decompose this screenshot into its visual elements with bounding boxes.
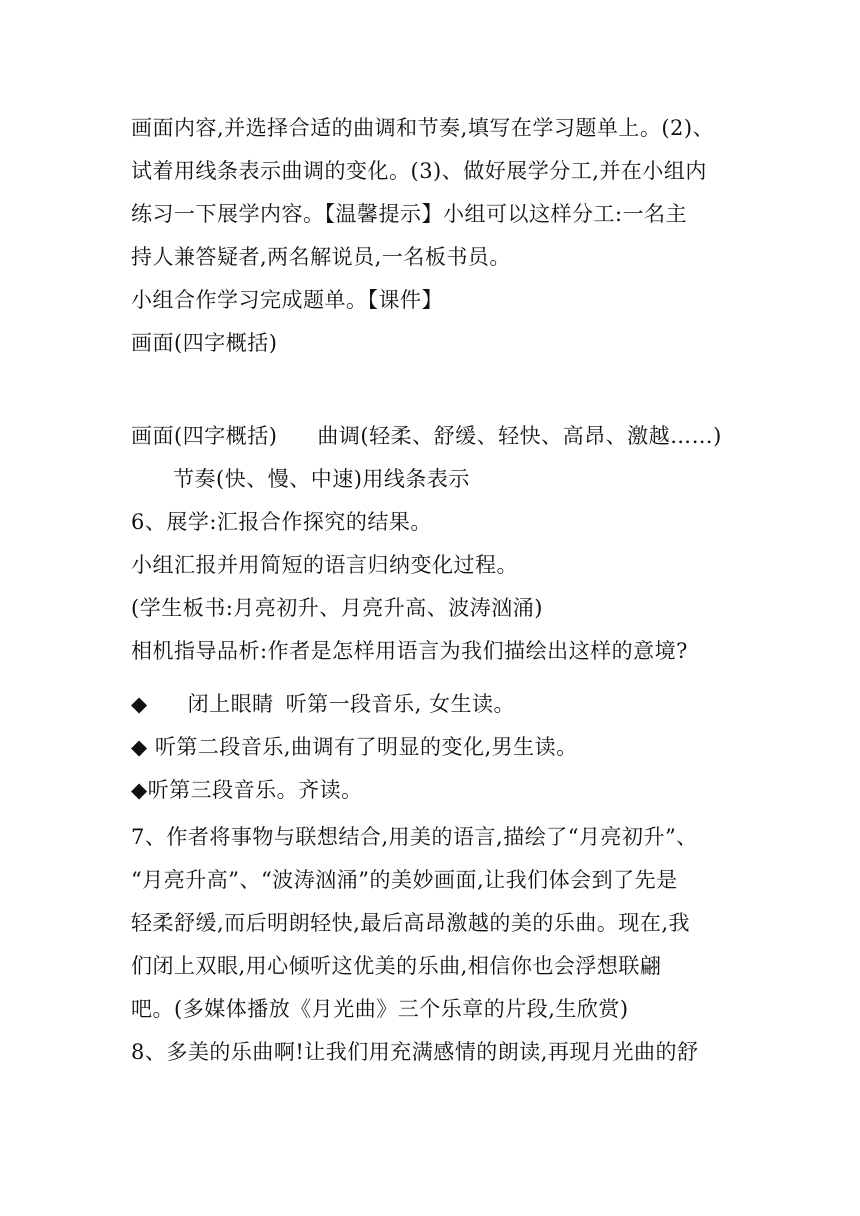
diamond-bullet-icon: ◆ (131, 692, 148, 716)
bullet-text: 听第一段音乐, 女生读。 (285, 692, 516, 716)
column-header-picture: 画面(四字概括) (131, 424, 278, 448)
text-line: 6、展学:汇报合作探究的结果。 (131, 510, 432, 534)
text-line: 画面内容,并选择合适的曲调和节奏,填写在学习题单上。(2)、 (131, 116, 715, 140)
bullet-line: ◆听第三段音乐。齐读。 (131, 778, 363, 802)
bullet-line: ◆ 听第二段音乐,曲调有了明显的变化,男生读。 (131, 735, 578, 759)
text-line: 8、多美的乐曲啊!让我们用充满感情的朗读,再现月光曲的舒 (131, 1040, 699, 1064)
text-line: 练习一下展学内容。【温馨提示】小组可以这样分工:一名主 (131, 202, 688, 226)
text-line: 轻柔舒缓,而后明朗轻快,最后高昂激越的美的乐曲。现在,我 (131, 911, 691, 935)
bullet-line (131, 690, 515, 718)
text-line: (学生板书:月亮初升、月亮升高、波涛汹涌) (131, 596, 543, 620)
text-line: 7、作者将事物与联想结合,用美的语言,描绘了“月亮初升”、 (131, 825, 698, 849)
text-line: 试着用线条表示曲调的变化。(3)、做好展学分工,并在小组内 (131, 159, 707, 183)
text-line: 画面(四字概括) (131, 331, 278, 355)
text-line: 们闭上双眼,用心倾听这优美的乐曲,相信你也会浮想联翩 (131, 954, 662, 978)
text-line: 持人兼答疑者,两名解说员,一名板书员。 (131, 245, 511, 269)
text-line: 相机指导品析:作者是怎样用语言为我们描绘出这样的意境? (131, 639, 688, 663)
text-line (131, 422, 722, 450)
column-header-melody: 曲调(轻柔、舒缓、轻快、高昂、激越……) (317, 424, 722, 448)
text-line: “月亮升高”、“波涛汹涌”的美妙画面,让我们体会到了先是 (131, 868, 678, 892)
text-line: 节奏(快、慢、中速)用线条表示 (173, 467, 470, 491)
bullet-text: 闭上眼睛 (187, 692, 274, 716)
text-line: 小组合作学习完成题单。【课件】 (131, 288, 443, 312)
text-line: 吧。(多媒体播放《月光曲》三个乐章的片段,生欣赏) (131, 997, 629, 1021)
text-line: 小组汇报并用简短的语言归纳变化过程。 (131, 553, 518, 577)
